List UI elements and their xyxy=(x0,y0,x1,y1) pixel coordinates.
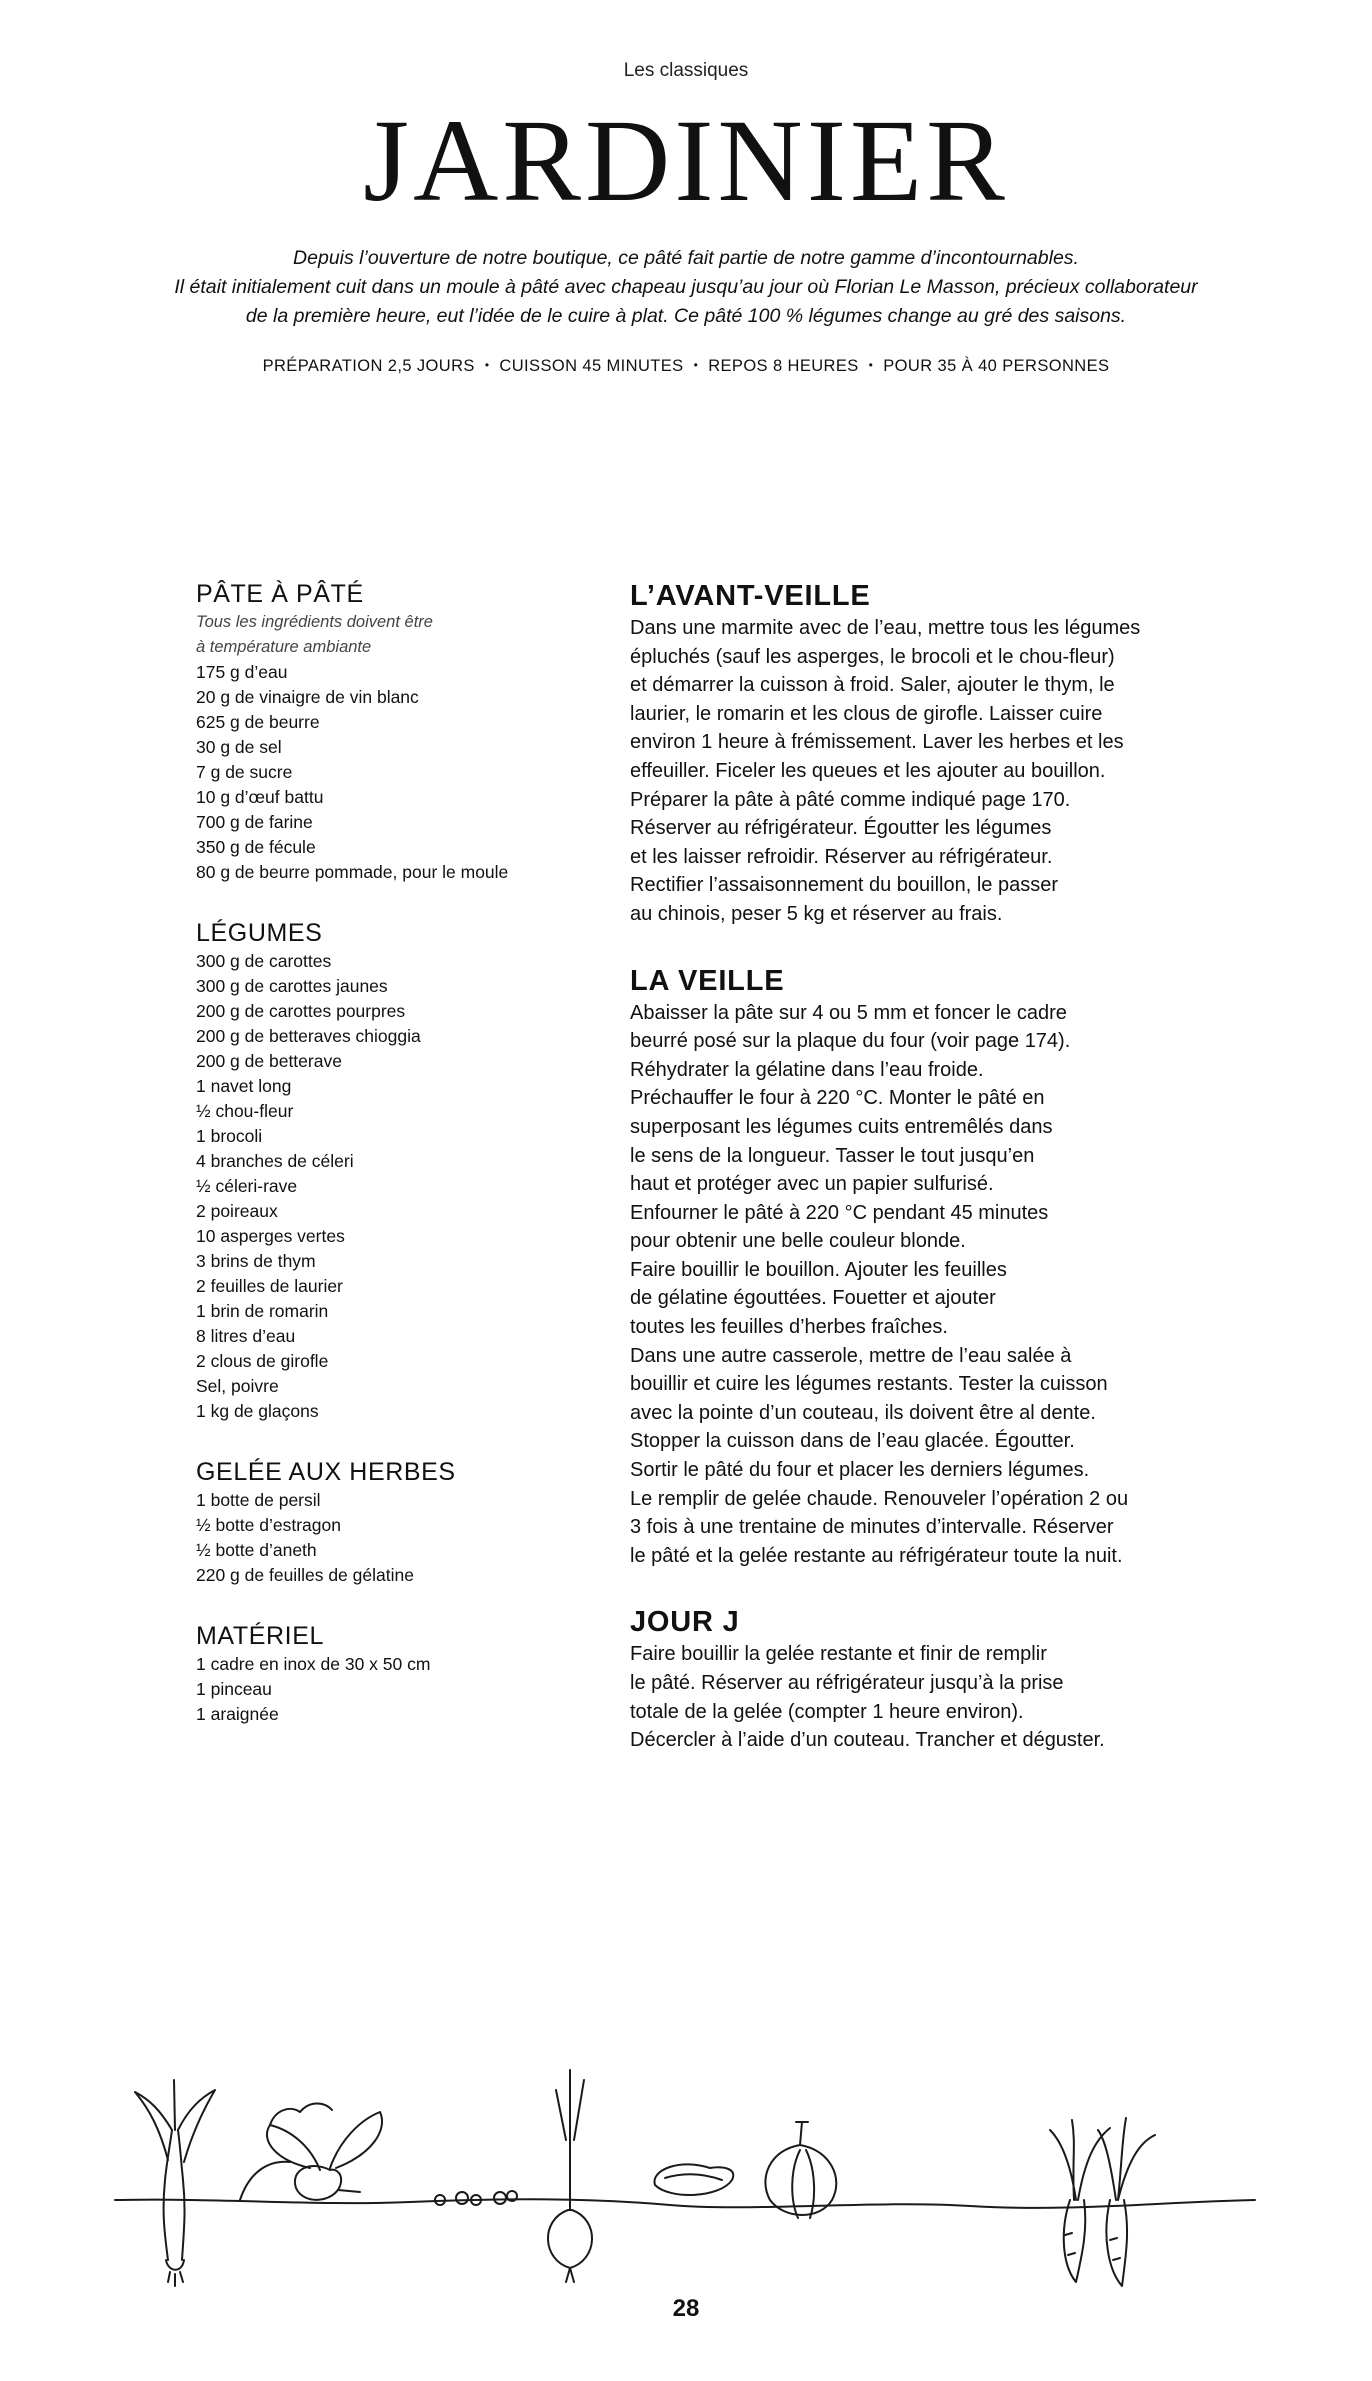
step-section xyxy=(630,1604,1190,1754)
step-line: beurré posé sur la plaque du four (voir page 174). xyxy=(630,1030,1071,1053)
step-line: de gélatine égouttées. Fouetter et ajouter xyxy=(630,1287,996,1310)
step-line: Abaisser la pâte sur 4 ou 5 mm et foncer le cadre xyxy=(630,1001,1067,1024)
step-line: le pâté. Réserver au réfrigérateur jusqu’à la prise xyxy=(630,1672,1064,1694)
step-line: Sortir le pâté du four et placer les derniers légumes. xyxy=(630,1459,1090,1482)
recipe-title: JARDINIER xyxy=(363,95,1009,226)
step-line: Réserver au réfrigérateur. Égoutter les légumes xyxy=(630,817,1052,840)
step-line: Préchauffer le four à 220 °C. Monter le pâté en xyxy=(630,1087,1045,1110)
step-text xyxy=(630,614,1190,929)
step-line: effeuiller. Ficeler les queues et les ajouter au bouillon. xyxy=(630,759,1106,782)
ingredient-item: 1 cadre en inox de 30 x 50 cm xyxy=(196,1654,431,1674)
step-line: laurier, le romarin et les clous de girofle. Laisser cuire xyxy=(630,702,1103,725)
ingredient-group xyxy=(196,1456,576,1588)
ingredient-item: 700 g de farine xyxy=(196,812,313,832)
ingredient-item: ½ botte d’estragon xyxy=(196,1515,341,1535)
intro-line: Depuis l’ouverture de notre boutique, ce pâté fait partie de notre gamme d’incontournables. xyxy=(293,247,1079,269)
ingredient-item: 175 g d’eau xyxy=(196,662,288,682)
ingredient-note: à température ambiante xyxy=(196,638,372,656)
ingredient-group-title: GELÉE AUX HERBES xyxy=(196,1458,456,1486)
ingredient-item: 7 g de sucre xyxy=(196,762,293,782)
onion-icon xyxy=(548,2070,592,2282)
ingredient-item: 8 litres d’eau xyxy=(196,1326,296,1346)
step-line: au chinois, peser 5 kg et réserver au frais. xyxy=(630,902,1003,925)
step-title: LA VEILLE xyxy=(630,964,785,997)
ingredient-item: 1 navet long xyxy=(196,1076,292,1096)
step-line: Dans une marmite avec de l’eau, mettre tous les légumes xyxy=(630,617,1141,639)
meta-separator: • xyxy=(868,358,874,372)
step-title: JOUR J xyxy=(630,1606,740,1639)
step-line: 3 fois à une trentaine de minutes d’intervalle. Réserver xyxy=(630,1516,1114,1539)
step-line: avec la pointe d’un couteau, ils doivent être al dente. xyxy=(630,1401,1096,1424)
ingredient-item: 1 kg de glaçons xyxy=(196,1401,319,1421)
garlic-clove-icon xyxy=(654,2164,733,2195)
step-line: le sens de la longueur. Tasser le tout jusqu’en xyxy=(630,1144,1035,1167)
step-line: Décercler à l’aide d’un couteau. Trancher et déguster. xyxy=(630,1729,1105,1752)
ingredient-group xyxy=(196,917,576,1424)
ingredient-item: 200 g de betterave xyxy=(196,1051,342,1071)
meta-separator: • xyxy=(484,358,490,372)
step-line: et les laisser refroidir. Réserver au réfrigérateur. xyxy=(630,845,1053,868)
ingredient-list xyxy=(196,660,576,885)
ingredient-item: 1 brocoli xyxy=(196,1126,263,1146)
ingredient-group-title: PÂTE À PÂTÉ xyxy=(196,580,364,608)
intro-text xyxy=(150,244,1222,331)
ingredient-group xyxy=(196,1620,576,1727)
ingredient-item: 220 g de feuilles de gélatine xyxy=(196,1565,414,1585)
step-section xyxy=(630,963,1190,1571)
ingredient-item: 625 g de beurre xyxy=(196,712,320,732)
ingredient-item: ½ chou-fleur xyxy=(196,1101,294,1121)
step-line: et démarrer la cuisson à froid. Saler, ajouter le thym, le xyxy=(630,674,1115,697)
ingredient-item: 1 botte de persil xyxy=(196,1490,321,1510)
ingredient-item: 300 g de carottes xyxy=(196,951,332,971)
ingredient-list xyxy=(196,949,576,1424)
step-line: environ 1 heure à frémissement. Laver les herbes et les xyxy=(630,731,1124,754)
ingredient-group-title: LÉGUMES xyxy=(196,919,323,947)
ingredient-group-title: MATÉRIEL xyxy=(196,1622,324,1650)
recipe-meta xyxy=(0,357,1372,376)
section-label: Les classiques xyxy=(623,60,749,81)
intro-line: de la première heure, eut l’idée de le cuire à plat. Ce pâté 100 % légumes change au gré des saisons. xyxy=(245,305,1127,327)
ingredient-item: 10 g d’œuf battu xyxy=(196,787,324,807)
meta-servings: POUR 35 À 40 PERSONNES xyxy=(883,357,1110,375)
step-line: Dans une autre casserole, mettre de l’eau salée à xyxy=(630,1344,1072,1367)
ingredient-group xyxy=(196,578,576,885)
step-line: toutes les feuilles d’herbes fraîches. xyxy=(630,1316,948,1339)
ingredient-item: 1 pinceau xyxy=(196,1679,272,1699)
step-line: Le remplir de gelée chaude. Renouveler l’opération 2 ou xyxy=(630,1487,1129,1510)
leek-icon xyxy=(135,2080,215,2286)
ingredient-item: 1 araignée xyxy=(196,1704,279,1724)
ingredient-item: Sel, poivre xyxy=(196,1376,279,1396)
meta-cuisson: CUISSON 45 MINUTES xyxy=(499,357,684,375)
step-line: totale de la gelée (compter 1 heure environ). xyxy=(630,1700,1024,1723)
carrot-icon xyxy=(1050,2118,1155,2286)
ingredient-item: 20 g de vinaigre de vin blanc xyxy=(196,687,419,707)
ingredient-item: 2 poireaux xyxy=(196,1201,278,1221)
step-line: haut et protéger avec un papier sulfurisé. xyxy=(630,1173,994,1196)
step-line: Enfourner le pâté à 220 °C pendant 45 minutes xyxy=(630,1201,1049,1224)
ingredient-item: 30 g de sel xyxy=(196,737,282,757)
beet-icon xyxy=(240,2104,382,2201)
ingredient-item: ½ céleri-rave xyxy=(196,1176,298,1196)
peas-icon xyxy=(435,2191,517,2205)
meta-repos: REPOS 8 HEURES xyxy=(708,357,859,375)
meta-preparation: PRÉPARATION 2,5 JOURS xyxy=(262,357,475,375)
ingredient-list xyxy=(196,1488,576,1588)
garlic-bulb-icon xyxy=(765,2122,836,2218)
vegetable-illustration xyxy=(110,2050,1260,2290)
step-line: Faire bouillir le bouillon. Ajouter les feuilles xyxy=(630,1258,1007,1281)
ingredient-item: 200 g de carottes pourpres xyxy=(196,1001,406,1021)
step-line: Faire bouillir la gelée restante et finir de remplir xyxy=(630,1643,1047,1666)
step-text xyxy=(630,999,1190,1571)
ingredient-list xyxy=(196,1652,576,1727)
step-line: épluchés (sauf les asperges, le brocoli et le chou-fleur) xyxy=(630,645,1115,668)
page-number: 28 xyxy=(672,2295,700,2322)
ingredient-item: 200 g de betteraves chioggia xyxy=(196,1026,421,1046)
step-line: Réhydrater la gélatine dans l’eau froide. xyxy=(630,1058,984,1081)
ingredients-column xyxy=(196,578,576,1759)
step-line: Préparer la pâte à pâté comme indiqué page 170. xyxy=(630,788,1071,811)
step-line: Stopper la cuisson dans de l’eau glacée. Égoutter. xyxy=(630,1430,1075,1453)
ingredient-note: Tous les ingrédients doivent être xyxy=(196,613,433,631)
ingredient-item: 2 clous de girofle xyxy=(196,1351,329,1371)
step-section xyxy=(630,578,1190,929)
ingredient-item: 3 brins de thym xyxy=(196,1251,316,1271)
meta-separator: • xyxy=(693,358,699,372)
ingredient-item: 4 branches de céleri xyxy=(196,1151,354,1171)
intro-line: Il était initialement cuit dans un moule à pâté avec chapeau jusqu’au jour où Florian Le Masson, précieux collaborateur xyxy=(174,276,1198,298)
ingredient-item: 350 g de fécule xyxy=(196,837,316,857)
step-line: le pâté et la gelée restante au réfrigérateur toute la nuit. xyxy=(630,1544,1123,1567)
step-line: pour obtenir une belle couleur blonde. xyxy=(630,1230,966,1253)
steps-column xyxy=(630,578,1190,1789)
ingredient-item: 80 g de beurre pommade, pour le moule xyxy=(196,862,509,882)
step-line: bouillir et cuire les légumes restants. Tester la cuisson xyxy=(630,1373,1108,1396)
ingredient-item: 10 asperges vertes xyxy=(196,1226,345,1246)
step-title: L’AVANT-VEILLE xyxy=(630,580,871,612)
ingredient-item: 2 feuilles de laurier xyxy=(196,1276,343,1296)
ingredient-item: 1 brin de romarin xyxy=(196,1301,329,1321)
step-line: Rectifier l’assaisonnement du bouillon, le passer xyxy=(630,874,1059,897)
ingredient-item: ½ botte d’aneth xyxy=(196,1540,317,1560)
ingredient-item: 300 g de carottes jaunes xyxy=(196,976,388,996)
step-text xyxy=(630,1640,1190,1754)
step-line: superposant les légumes cuits entremêlés dans xyxy=(630,1115,1053,1138)
